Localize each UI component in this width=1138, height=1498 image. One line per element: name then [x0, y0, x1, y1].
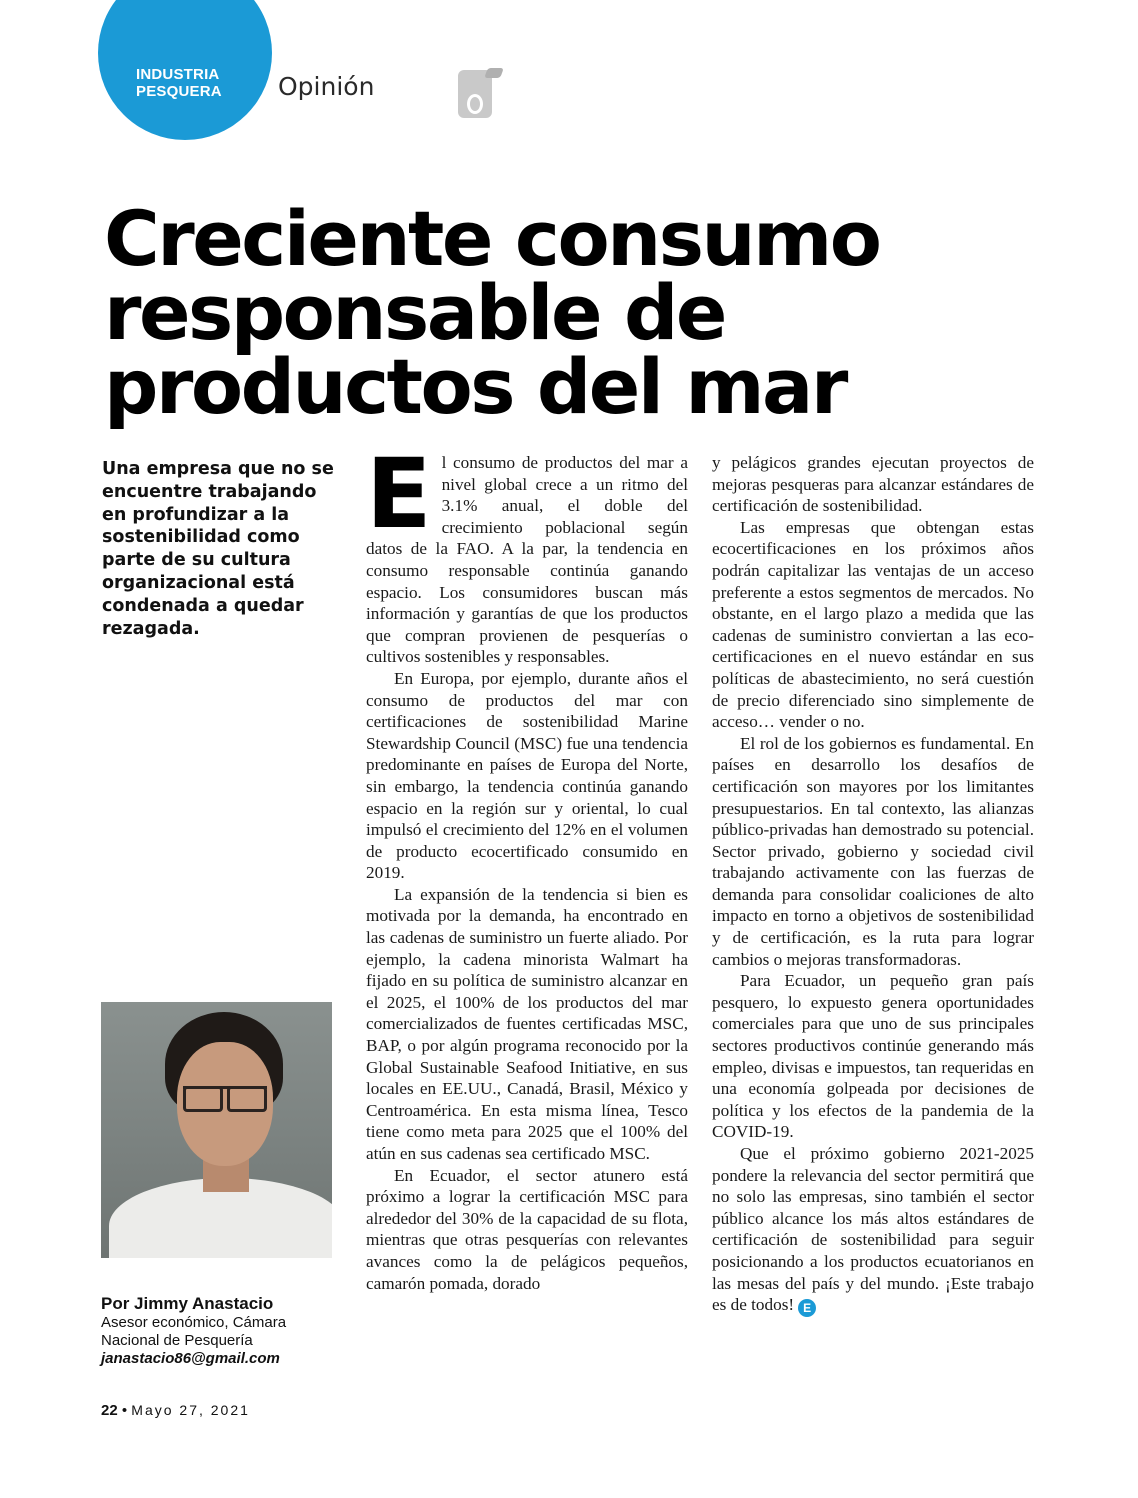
author-email[interactable]: janastacio86@gmail.com — [101, 1350, 280, 1367]
title-line-1: Creciente consumo — [104, 194, 880, 283]
end-of-article-icon: E — [798, 1299, 816, 1317]
paragraph: y pelágicos grandes ejecutan proyectos de mejoras pesqueras para alcanzar estándares de certificación de sostenibilidad. — [712, 453, 1034, 516]
article-column-1 — [366, 438, 688, 1294]
badge-line-1: INDUSTRIA — [136, 66, 220, 83]
drop-cap: E — [366, 438, 432, 550]
paragraph — [366, 438, 688, 668]
author-name: Por Jimmy Anastacio — [101, 1294, 274, 1313]
title-line-3: productos del mar — [104, 342, 846, 431]
paragraph: Para Ecuador, un pequeño gran país pesquero, lo expuesto genera oportunidades comerciales para que uno de sus principales sectores productivos continúe generando más empleo, divisas e impuestos, tan requeridas en una economía golpeada por decisiones de política y los efectos de la pandemia de la COVID-19. — [712, 971, 1034, 1142]
section-badge-label — [136, 66, 222, 100]
paragraph: El rol de los gobiernos es fundamental. En países en desarrollo los desafíos de certificación son mayores por los limitantes presupuestarios. En tal contexto, las alianzas público-privadas han demostrado su potencial. Sector privado, gobierno y sociedad civil trabajando activamente con las fuerzas de demanda para consolidar coaliciones de alto impacto en torno a objetivos de sostenibilidad y de certificación, es la ruta para lograr cambios o mejoras transformadoras. — [712, 733, 1034, 969]
paragraph — [712, 1143, 1034, 1317]
document-icon — [458, 70, 492, 118]
article-title — [104, 194, 984, 431]
article-lead: Una empresa que no se encuentre trabajando en profundizar a la sostenibilidad como parte de su cultura organizacional está condenada a quedar rezagada. — [102, 459, 334, 639]
issue-date: Mayo 27, 2021 — [131, 1402, 250, 1418]
section-label: Opinión — [278, 72, 375, 101]
author-byline — [101, 1294, 341, 1368]
article-column-2 — [712, 452, 1034, 1317]
footer-separator: • — [121, 1402, 128, 1419]
page-number: 22 — [101, 1402, 118, 1419]
badge-line-2: PESQUERA — [136, 83, 222, 100]
page-footer — [101, 1402, 250, 1419]
author-role: Asesor económico, Cámara Nacional de Pesquería — [101, 1314, 287, 1349]
paragraph-text: l consumo de productos del mar a nivel global crece a un ritmo del 3.1% anual, el doble del crecimiento poblacional según datos de la FAO. A la par, la tendencia en consumo responsable continúa ganando espacio. Los consumidores buscan más información y garantías de que los productos que compran provienen de pesquerías o cultivos sostenibles y responsables. — [366, 453, 688, 667]
paragraph: En Europa, por ejemplo, durante años el consumo de productos del mar con certificaciones de sostenibilidad Marine Stewardship Council (MSC) fue una tendencia predominante en países de Europa del Norte, sin embargo, la tendencia continúa ganando espacio en la región sur y oriental, lo cual impulsó el crecimiento del 12% en el volumen de producto ecocertificado consumido en 2019. — [366, 668, 688, 883]
paragraph-text: Que el próximo gobierno 2021-2025 pondere la relevancia del sector permitirá que no solo las empresas, sino también el sector público alcance los más altos estándares de certificación de sostenibilidad para seguir posicionando a los productos ecuatorianos en las mesas del país y del mundo. ¡Este trabajo es de todos! — [712, 1144, 1034, 1315]
paragraph: La expansión de la tendencia si bien es motivada por la demanda, ha encontrado en las cadenas de suministro un fuerte aliado. Por ejemplo, la cadena minorista Walmart ha fijado en su política de suministro alcanzar en el 2025, el 100% de los productos del mar comercializados de fuentes certificadas MSC, BAP, o por algún programa reconocido por la Global Sustainable Seafood Initiative, en sus locales en EE.UU., Canadá, Brasil, México y Centroamérica. En esta misma línea, Tesco tiene como meta para 2025 que el 100% del atún en sus cadenas sea certificado MSC. — [366, 884, 688, 1163]
author-photo — [101, 1002, 332, 1258]
paragraph: Las empresas que obtengan estas ecocertificaciones en los próximos años podrán capitalizar las ventajas de un acceso preferente a estos segmentos de mercados. No obstante, en el largo plazo a medida que las cadenas de suministro conviertan a las eco-certificaciones en el nuevo estándar en sus políticas de abastecimiento, no será cuestión de precio diferenciado sino simplemente de acceso… vender o no. — [712, 517, 1034, 732]
paragraph: En Ecuador, el sector atunero está próximo a lograr la certificación MSC para alrededor del 30% de la capacidad de su flota, mientras que otras pesquerías con relevantes avances como la de pelágicos pequeños, camarón pomada, dorado — [366, 1165, 688, 1293]
title-line-2: responsable de — [104, 268, 725, 357]
